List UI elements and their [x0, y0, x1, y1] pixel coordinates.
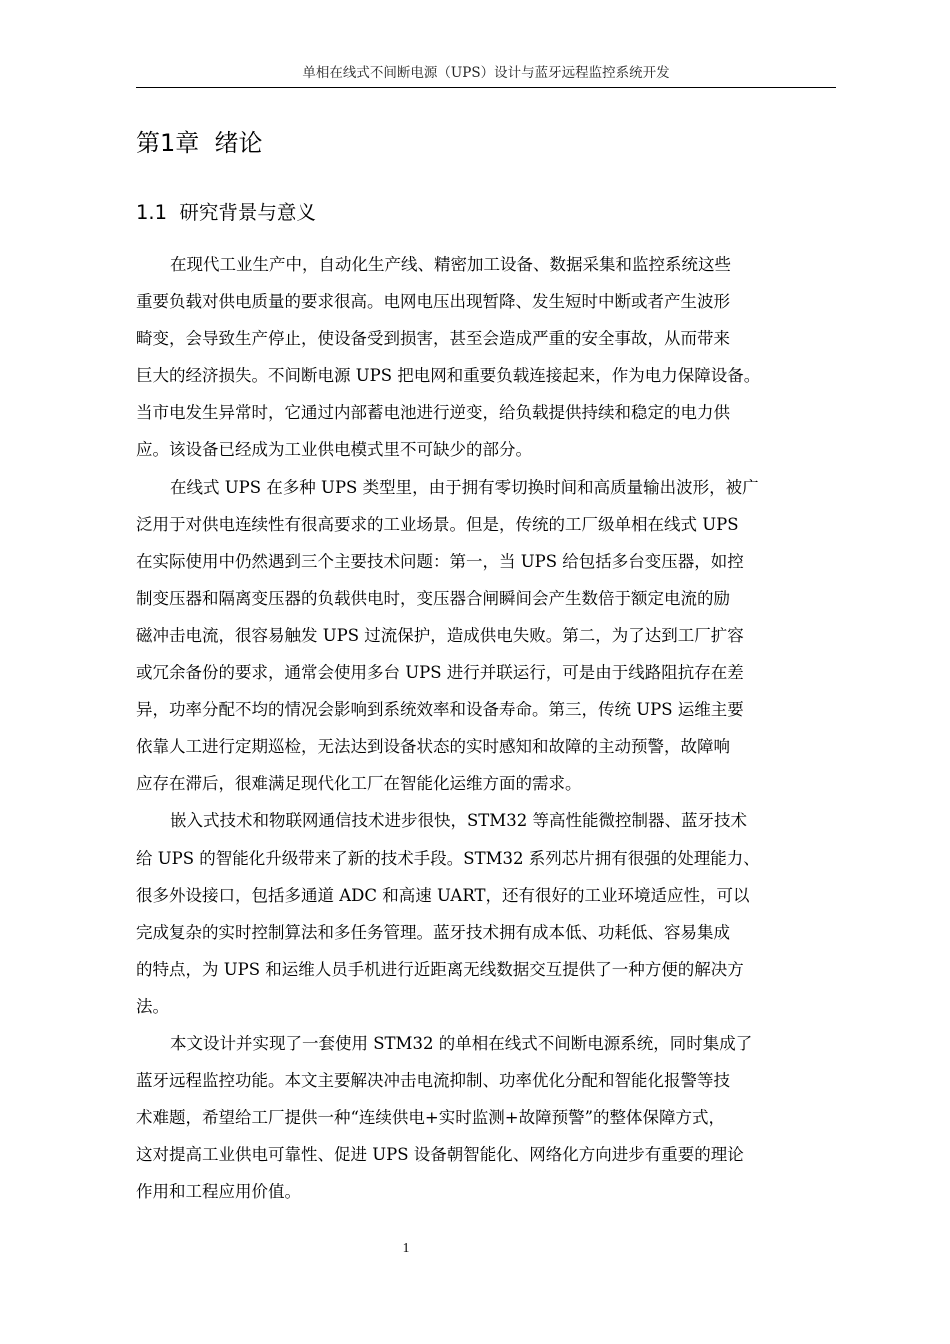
text-line: 给 UPS 的智能化升级带来了新的技术手段。STM32 系列芯片拥有很强的处理能力、 — [136, 848, 760, 868]
text-line: 在线式 UPS 在多种 UPS 类型里，由于拥有零切换时间和高质量输出波形，被广 — [170, 477, 759, 497]
text-line: 在实际使用中仍然遇到三个主要技术问题：第一，当 UPS 给包括多台变压器，如控 — [136, 551, 744, 571]
text-line: 作用和工程应用价值。 — [136, 1182, 301, 1202]
paragraph — [136, 802, 846, 1025]
text-line: 的特点，为 UPS 和运维人员手机进行近距离无线数据交互提供了一种方便的解决方 — [136, 959, 744, 979]
text-line: 本文设计并实现了一套使用 STM32 的单相在线式不间断电源系统，同时集成了 — [170, 1033, 753, 1053]
text-line: 当市电发生异常时，它通过内部蓄电池进行逆变，给负载提供持续和稳定的电力供 — [136, 403, 730, 423]
text-line: 应。该设备已经成为工业供电模式里不可缺少的部分。 — [136, 440, 532, 460]
text-line: 嵌入式技术和物联网通信技术进步很快，STM32 等高性能微控制器、蓝牙技术 — [170, 811, 747, 831]
chapter-title: 第1章 绪论 — [136, 129, 263, 157]
header-divider — [136, 87, 836, 88]
text-line: 蓝牙远程监控功能。本文主要解决冲击电流抑制、功率优化分配和智能化报警等技 — [136, 1071, 730, 1091]
text-line: 泛用于对供电连续性有很高要求的工业场景。但是，传统的工厂级单相在线式 UPS — [136, 514, 739, 534]
text-line: 巨大的经济损失。不间断电源 UPS 把电网和重要负载连接起来，作为电力保障设备。 — [136, 366, 761, 386]
text-line: 畸变，会导致生产停止，使设备受到损害，甚至会造成严重的安全事故，从而带来 — [136, 329, 730, 349]
text-line: 异，功率分配不均的情况会影响到系统效率和设备寿命。第三，传统 UPS 运维主要 — [136, 700, 744, 720]
text-line: 术难题，希望给工厂提供一种“连续供电+实时监测+故障预警”的整体保障方式， — [136, 1108, 726, 1128]
text-line: 重要负载对供电质量的要求很高。电网电压出现暂降、发生短时中断或者产生波形 — [136, 292, 730, 312]
text-line: 依靠人工进行定期巡检，无法达到设备状态的实时感知和故障的主动预警，故障响 — [136, 737, 730, 757]
text-line: 这对提高工业供电可靠性、促进 UPS 设备朝智能化、网络化方向进步有重要的理论 — [136, 1145, 744, 1165]
text-line: 应存在滞后，很难满足现代化工厂在智能化运维方面的需求。 — [136, 774, 582, 794]
text-line: 磁冲击电流，很容易触发 UPS 过流保护，造成供电失败。第二，为了达到工厂扩容 — [136, 625, 744, 645]
section-title: 1.1 研究背景与意义 — [136, 201, 316, 224]
text-line: 法。 — [136, 996, 169, 1016]
text-line: 在现代工业生产中，自动化生产线、精密加工设备、数据采集和监控系统这些 — [170, 255, 731, 274]
text-line: 完成复杂的实时控制算法和多任务管理。蓝牙技术拥有成本低、功耗低、容易集成 — [136, 922, 730, 942]
paragraph — [136, 246, 846, 469]
running-header: 单相在线式不间断电源（UPS）设计与蓝牙远程监控系统开发 — [302, 65, 670, 81]
text-line: 或冗余备份的要求，通常会使用多台 UPS 进行并联运行，可是由于线路阻抗存在差 — [136, 663, 744, 683]
text-line: 很多外设接口，包括多通道 ADC 和高速 UART，还有很好的工业环境适应性，可以 — [136, 885, 750, 905]
text-line: 制变压器和隔离变压器的负载供电时，变压器合闸瞬间会产生数倍于额定电流的励 — [136, 588, 730, 608]
page-number: 1 — [402, 1240, 410, 1255]
paragraph — [136, 1025, 846, 1210]
paragraph — [136, 469, 846, 803]
body-text — [136, 246, 846, 1210]
